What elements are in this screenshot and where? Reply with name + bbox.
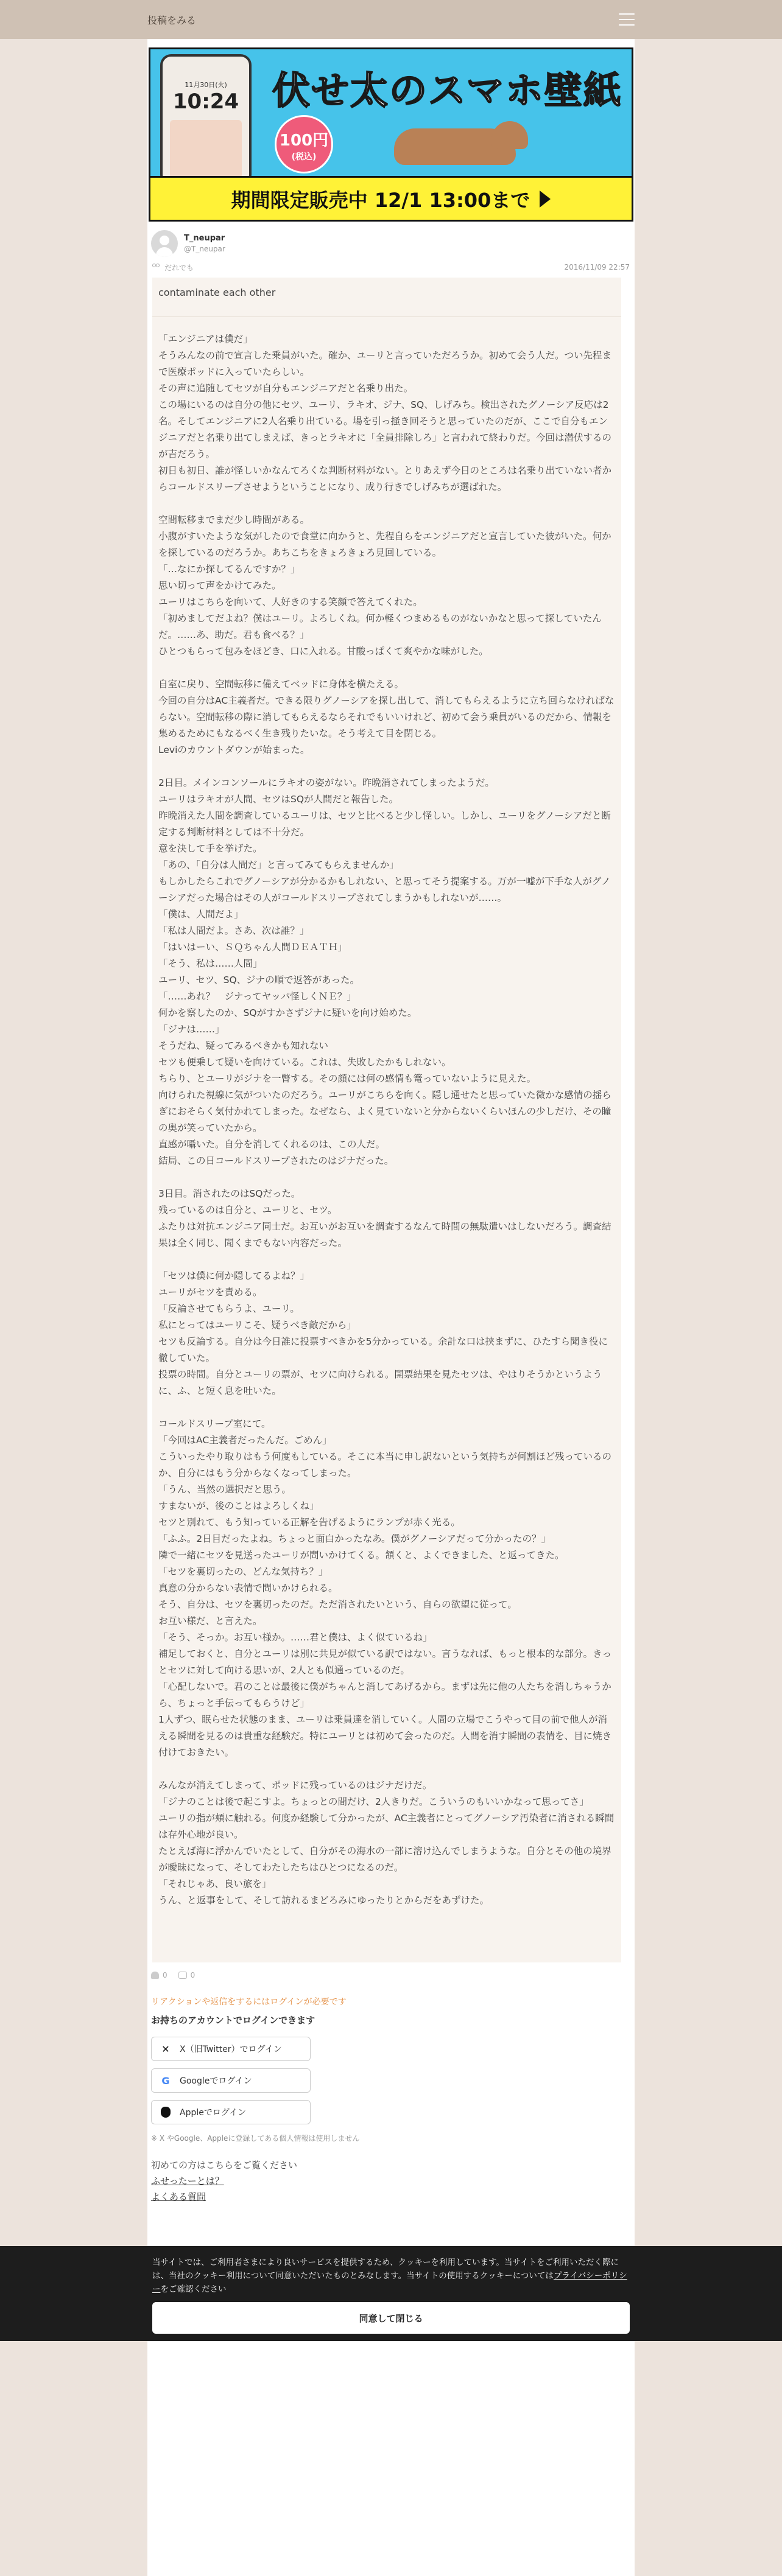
phone-time: 10:24 xyxy=(172,89,239,114)
heart-icon xyxy=(151,1972,159,1979)
cookie-text xyxy=(152,2256,630,2296)
reactions-bar xyxy=(151,1971,195,1979)
comment-reaction[interactable] xyxy=(178,1971,196,1979)
cookie-consent-banner xyxy=(0,2246,782,2341)
post-text: 「エンジニアは僕だ」 そうみんなの前で宣言した乗員がいた。確か、ユーリと言っていただろうか。初めて会う人だ。つい先程まで医療ポッドに入っていたらしい。 その声に追随してセツが自分もエンジニアだと名乗り出た。 この場にいるのは自分の他にセツ、ユーリ、ラキオ、ジナ、SQ、しげみち。検出されたグノーシア反応は2名。そしてエンジニアに2人名乗り出ている。場を引っ掻き回そうと思っていたのだが、ここで自分もエンジニアだと名乗り出てしまえば、きっとラキオに「全員排除しろ」と言われて終わりだ。今回は潜伏するのが吉だろう。 初日も初日、誰が怪しいかなんてろくな判断材料がない。とりあえず今日のところは名乗り出ていない者からコールドスリープさせようということになり、成り行きでしげみちが選ばれた。 空間転移までまだ少し時間がある。 小腹がすいたような気がしたので食堂に向かうと、先程自らをエンジニアだと宣言していた彼がいた。何かを探しているのだろうか。あちこちをきょろきょろ見回している。 「…なにか探してるんですか？」 思い切って声をかけてみた。 ユーリはこちらを向いて、人好きのする笑顔で答えてくれた。 「初めましてだよね？僕はユーリ。よろしくね。何か軽くつまめるものがないかなと思って探していたんだ。……あ、助だ。君も食べる？」 ひとつもらって包みをほどき、口に入れる。甘酸っぱくて爽やかな味がした。 自室に戻り、空間転移に備えてベッドに身体を横たえる。 今回の自分はAC主義者だ。できる限りグノーシアを探し出して、消してもらえるように立ち回らなければならない。空間転移の際に消してもらえるならそれでもいいけれど、初めて会う乗員がいるのだから、情報を集めるためにもなるべく生き残りたいな。そう考えて目を閉じる。 Leviのカウントダウンが始まった。 2日目。メインコンソールにラキオの姿がない。昨晩消されてしまったようだ。 ユーリはラキオが人間、セツはSQが人間だと報告した。 昨晩消えた人間を調査しているユーリは、セツと比べると少し怪しい。しかし、ユーリをグノーシアだと断定する判断材料としては不十分だ。 意を決して手を挙げた。 「あの、「自分は人間だ」と言ってみてもらえませんか」 もしかしたらこれでグノーシアが分かるかもしれない、と思ってそう提案する。万が一嘘が下手な人がグノーシアだった場合はその人がコールドスリープされてしまうかもしれないが……。 「僕は、人間だよ」 「私は人間だよ。さあ、次は誰？」 「はいはーい、ＳＱちゃん人間ＤＥＡＴＨ」 「そう、私は……人間」 ユーリ、セツ、SQ、ジナの順で返答があった。 「……あれ？ ジナってヤッパ怪しくＮＥ？」 何かを察したのか、SQがすかさずジナに疑いを向け始めた。 「ジナは……」 そうだね、疑ってみるべきかも知れない セツも便乗して疑いを向けている。これは、失敗したかもしれない。 ちらり、とユーリがジナを一瞥する。その顔には何の感情も篭っていないように見えた。 向けられた視線に気がついたのだろう。ユーリがこちらを向く。隠し通せたと思っていた微かな感情の揺らぎにおそらく気付かれてしまった。なぜなら、よく見ていないと分からないくらいほんの少しだけ、その瞳の奥が笑っていたから。 直感が囁いた。自分を消してくれるのは、この人だ。 結局、この日コールドスリープされたのはジナだった。 3日目。消されたのはSQだった。 残っているのは自分と、ユーリと、セツ。 ふたりは対抗エンジニア同士だ。お互いがお互いを調査するなんて時間の無駄遣いはしないだろう。調査結果は全く同じ、聞くまでもない内容だった。 「セツは僕に何か隠してるよね？」 ユーリがセツを責める。 「反論させてもらうよ、ユーリ。 私にとってはユーリこそ、疑うべき敵だから」 セツも反論する。自分は今日誰に投票すべきかを5分かっている。余計な口は挟まずに、ひたすら聞き役に徹していた。 投票の時間。自分とユーリの票が、セツに向けられる。開票結果を見たセツは、やはりそうかというように、ふ、と短く息を吐いた。 コールドスリープ室にて。 「今回はAC主義者だったんだ。ごめん」 こういったやり取りはもう何度もしている。そこに本当に申し訳ないという気持ちが何割ほど残っているのか、自分にはもう分からなくなってしまった。 「うん、当然の選択だと思う。 すまないが、後のことはよろしくね」 セツと別れて、もう知っている正解を告げるようにランプが赤く光る。 「ふふ。2日目だったよね。ちょっと面白かったなあ。僕がグノーシアだって分かったの？」 隣で一緒にセツを見送ったユーリが問いかけてくる。頷くと、よくできました、と返ってきた。 「セツを裏切ったの、どんな気持ち？」 真意の分からない表情で問いかけられる。 そう、自分は、セツを裏切ったのだ。ただ消されたいという、自らの欲望に従って。 お互い様だ、と言えた。 「そう、そっか。お互い様か。……君と僕は、よく似ているね」 補足しておくと、自分とユーリは別に共見が似ている訳ではない。言うなれば、もっと根本的な部分。きっとセツに対して向ける思いが、2人とも似通っているのだ。 「心配しないで。君のことは最後に僕がちゃんと消してあげるから。まずは先に他の人たちを消しちゃうから、ちょっと手伝ってもらうけど」 1人ずつ、眠らせた状態のまま、ユーリは乗員達を消していく。人間の立場でこうやって目の前で他人が消える瞬間を見るのは貴重な経験だ。特にユーリとは初めて会ったのだ。人間を消す瞬間の表情を、目に焼き付けておきたい。 みんなが消えてしまって、ポッドに残っているのはジナだけだ。 「ジナのことは後で起こすよ。ちょっとの間だけ、2人きりだ。こういうのもいいかなって思ってさ」 ユーリの指が頬に触れる。何度か経験して分かったが、AC主義者にとってグノーシア汚染者に消される瞬間は存外心地が良い。 たとえば海に浮かんでいたとして、自分がその海水の一部に溶け込んでしまうような。自分とその他の境界が曖昧になって、そしてわたしたちはひとつになるのだ。 「それじゃあ、良い旅を」 うん、と返事をして、そして訪れるまどろみにゆったりとからだをあずけた。 xyxy=(158,334,615,1906)
google-login-label: Googleでログイン xyxy=(180,2076,252,2086)
banner-bottom-strip xyxy=(150,176,632,220)
about-link[interactable]: ふせったーとは？ xyxy=(151,2175,224,2186)
login-heading: お持ちのアカウントでログインできます xyxy=(151,2015,315,2026)
avatar[interactable] xyxy=(151,230,178,257)
post-meta xyxy=(152,262,630,273)
phone-illustration xyxy=(160,54,252,186)
banner-price: 100円 xyxy=(279,131,329,150)
menu-icon[interactable] xyxy=(619,13,635,26)
banner-tax: (税込) xyxy=(291,152,317,162)
like-count: 0 xyxy=(163,1971,167,1979)
cookie-accept-button[interactable]: 同意して閉じる xyxy=(152,2302,630,2334)
post-date: 2016/11/09 22:57 xyxy=(564,263,630,271)
first-time-guide: 初めての方はこちらをご覧ください xyxy=(151,2160,298,2171)
google-logo-icon: G xyxy=(161,2074,170,2087)
faq-link[interactable]: よくある質問 xyxy=(151,2191,206,2202)
top-bar xyxy=(0,0,782,39)
audience xyxy=(152,262,194,273)
back-to-posts-link[interactable]: 投稿をみる xyxy=(147,14,197,26)
login-required-note: リアクションや返信をするにはログインが必要です xyxy=(151,1997,347,2007)
author-text xyxy=(184,233,225,254)
main-container xyxy=(147,39,635,2576)
cookie-text-after: をご確認ください xyxy=(160,2284,227,2294)
menu-icon-line xyxy=(619,24,635,26)
x-login-button[interactable] xyxy=(151,2037,311,2061)
banner-bottom-text: 期間限定販売中 12/1 13:00まで xyxy=(231,188,530,212)
comment-count: 0 xyxy=(190,1971,196,1979)
cookie-text-before: 当サイトでは、ご利用者さまにより良いサービスを提供するため、クッキーを利用しています。当サイトをご利用いただく際には、当社のクッキー利用について同意いただいたものとみなします。当サイトの使用するクッキーについては xyxy=(152,2258,619,2281)
author-block[interactable] xyxy=(151,230,225,257)
x-login-label: X（旧Twitter）でログイン xyxy=(180,2045,282,2054)
login-disclaimer: ※ X やGoogle、Appleに登録してある個人情報は使用しません xyxy=(151,2134,360,2143)
apple-login-label: Appleでログイン xyxy=(180,2108,247,2118)
author-handle: @T_neupar xyxy=(184,245,225,253)
phone-date: 11月30日(火) xyxy=(185,81,227,89)
privacy-policy-link[interactable]: プライバシーポリシー xyxy=(152,2271,627,2294)
banner-price-badge xyxy=(275,115,333,173)
banner-title: 伏せ太のスマホ壁紙 xyxy=(272,68,622,113)
audience-icon xyxy=(152,264,161,271)
x-logo-icon: ✕ xyxy=(161,2043,170,2055)
like-reaction[interactable] xyxy=(151,1971,167,1979)
arrow-right-icon xyxy=(540,191,551,208)
post-title: contaminate each other xyxy=(158,287,276,298)
google-login-button[interactable] xyxy=(151,2068,311,2093)
menu-icon-line xyxy=(619,13,635,15)
apple-login-button[interactable] xyxy=(151,2100,311,2124)
post-body xyxy=(152,278,621,1962)
phone-wallpaper-picture xyxy=(170,120,242,178)
promo-banner[interactable] xyxy=(149,47,633,222)
cat-head-illustration xyxy=(491,121,528,149)
apple-logo-icon xyxy=(160,2107,171,2118)
menu-icon-line xyxy=(619,19,635,20)
comment-icon xyxy=(178,1972,187,1979)
top-bar-inner xyxy=(147,0,635,39)
audience-label: だれでも xyxy=(164,263,194,272)
author-name[interactable]: T_neupar xyxy=(184,234,225,243)
